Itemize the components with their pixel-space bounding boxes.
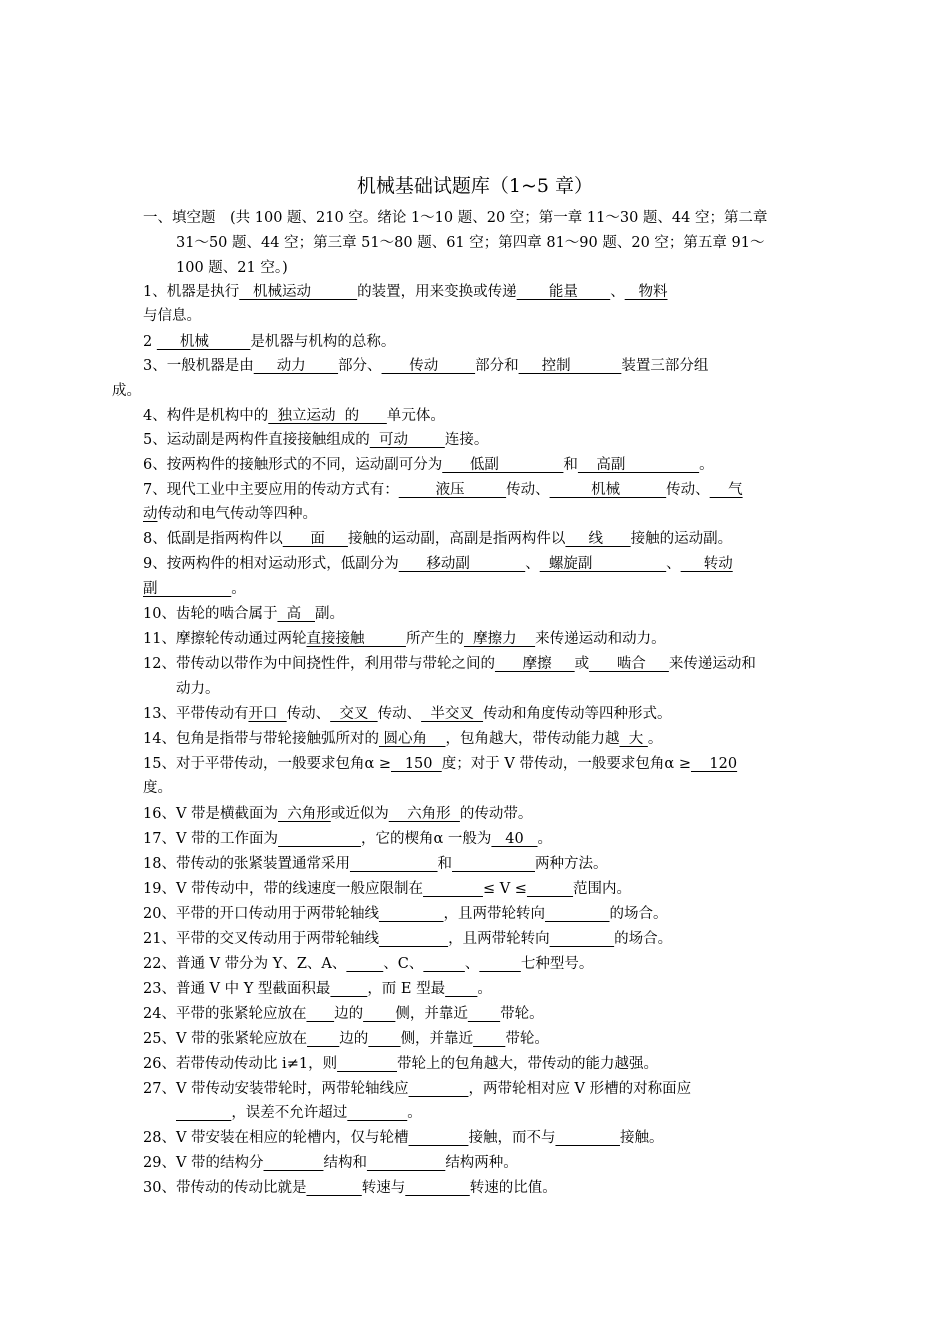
question-text: 是机器与机构的总称。	[250, 334, 396, 350]
answer-blank	[445, 981, 477, 997]
question-text: 接触。	[619, 1130, 664, 1146]
question-text: 侧，并靠近	[400, 1031, 474, 1047]
question-text: 30、带传动的传动比就是	[143, 1180, 307, 1196]
question-text: 来传递运动和动力。	[535, 631, 666, 647]
answer-blank: 啮合	[589, 656, 669, 672]
text-line	[143, 703, 672, 725]
question-text: 12、带传动以带作为中间挠性件，利用带与带轮之间的	[143, 656, 495, 672]
question-text: 。	[231, 581, 246, 597]
answer-blank: 高	[277, 606, 315, 622]
answer-blank: 副	[143, 581, 232, 597]
text-line	[143, 429, 488, 451]
answer-blank	[350, 856, 438, 872]
text-line	[143, 1177, 557, 1199]
answer-blank	[379, 906, 444, 922]
text-line	[143, 331, 395, 353]
question-text: 范围内。	[573, 881, 632, 897]
answer-blank: 摩擦力	[463, 631, 536, 647]
question-text: 17、V 带的工作面为	[143, 831, 279, 847]
question-text: 的装置，用来变换或传递	[357, 284, 517, 300]
question-text: ，它的楔角α 一般为	[361, 831, 492, 847]
question-text: 部分、	[338, 358, 382, 374]
text-line	[143, 1127, 663, 1149]
text-line	[176, 1102, 422, 1124]
question-text: ，且两带轮转向	[443, 906, 545, 922]
answer-blank: 传动	[381, 358, 476, 374]
answer-blank: 交叉	[330, 706, 378, 722]
answer-blank: 机械	[156, 334, 251, 350]
question-text: 25、V 带的张紧轮应放在	[143, 1031, 308, 1047]
question-text: 七种型号。	[520, 956, 594, 972]
question-text: 转速的比值。	[469, 1180, 557, 1196]
question-text: 19、V 带传动中，带的线速度一般应限制在	[143, 881, 424, 897]
answer-blank	[452, 856, 535, 872]
text-line	[143, 1152, 518, 1174]
answer-blank: 物料	[624, 284, 668, 300]
question-text: 接触的运动副，高副是指两构件以	[347, 531, 566, 547]
question-text: 边的	[339, 1031, 369, 1047]
question-text: 带轮上的包角越大，带传动的能力越强。	[397, 1056, 658, 1072]
text-line	[143, 207, 767, 229]
answer-blank: 线	[565, 531, 631, 547]
answer-blank	[363, 1006, 395, 1022]
answer-blank: 高副	[577, 457, 700, 473]
question-text: 传动和电气传动等四种。	[157, 506, 317, 522]
question-text: 、C、	[383, 956, 424, 972]
question-text: 转速与	[361, 1180, 406, 1196]
text-line	[143, 405, 445, 427]
answer-blank	[306, 1006, 334, 1022]
answer-blank: 六角形	[278, 806, 331, 822]
answer-blank: 低副	[442, 457, 564, 473]
answer-blank: 六角形	[388, 806, 460, 822]
question-text: 副。	[315, 606, 344, 622]
answer-blank: 动	[143, 506, 158, 522]
question-text: 7、现代工业中主要应用的传动方式有：	[143, 482, 399, 498]
answer-blank	[330, 981, 367, 997]
text-line	[112, 380, 141, 402]
answer-blank: 螺旋副	[539, 556, 667, 572]
question-text: 4、构件是机构中的	[143, 408, 269, 424]
question-text: 接触的运动副。	[630, 531, 733, 547]
question-text: 。	[407, 1105, 422, 1121]
answer-blank: 150	[391, 756, 442, 772]
answer-blank: 可动	[369, 432, 445, 448]
question-text: 28、V 带安装在相应的轮槽内，仅与轮槽	[143, 1130, 409, 1146]
answer-blank: 气	[709, 482, 743, 498]
answer-blank: 机械	[549, 482, 667, 498]
answer-blank: 摩擦	[494, 656, 575, 672]
question-text: 单元体。	[386, 408, 445, 424]
answer-blank	[468, 1006, 500, 1022]
question-text: 29、V 带的结构分	[143, 1155, 264, 1171]
question-text: 。	[647, 731, 663, 747]
answer-blank	[479, 956, 520, 972]
question-text: 传动、	[286, 706, 331, 722]
answer-blank: 直接接触	[306, 631, 406, 647]
text-line	[143, 578, 246, 600]
question-text: 传动、	[666, 482, 710, 498]
answer-blank: 控制	[518, 358, 622, 374]
question-text: ，而 E 型最	[367, 981, 446, 997]
text-line	[143, 1003, 544, 1025]
text-line	[143, 903, 668, 925]
answer-blank	[278, 831, 361, 847]
answer-blank	[368, 1031, 400, 1047]
answer-blank	[176, 1105, 231, 1121]
question-text: 接触，而不与	[468, 1130, 556, 1146]
text-line	[143, 878, 631, 900]
question-text: 和	[437, 856, 453, 872]
question-text: ，两带轮相对应 V 形槽的对称面应	[468, 1081, 692, 1097]
question-text: 22、普通 V 带分为 Y、Z、A、	[143, 956, 347, 972]
question-text: 一、填空题 (共 100 题、210 空。绪论 1～10 题、20 空；第一章 11～30 题、44 空；第二章	[143, 210, 768, 226]
question-text: 的传动带。	[459, 806, 533, 822]
question-text: 16、V 带是横截面为	[143, 806, 279, 822]
question-text: 边的	[334, 1006, 364, 1022]
question-text: 27、V 带传动安装带轮时，两带轮轴线应	[143, 1081, 409, 1097]
question-text: 。	[477, 981, 492, 997]
question-text: 部分和	[475, 358, 519, 374]
question-text: 的场合。	[609, 906, 668, 922]
answer-blank	[264, 1155, 324, 1171]
question-text: 6、按两构件的接触形式的不同，运动副可分为	[143, 457, 443, 473]
question-text: 10、齿轮的啮合属于	[143, 606, 278, 622]
answer-blank: 独立运动 的	[268, 408, 387, 424]
text-line	[143, 953, 593, 975]
question-text: 动力。	[176, 681, 220, 697]
question-text: ，且两带轮转向	[448, 931, 550, 947]
answer-blank: 大	[619, 731, 648, 747]
answer-blank	[307, 1031, 339, 1047]
question-text: 带轮。	[500, 1006, 544, 1022]
text-line	[176, 678, 220, 700]
text-line	[143, 803, 532, 825]
text-line	[143, 1028, 549, 1050]
question-text: 装置三部分组	[621, 358, 709, 374]
question-text: 来传递运动和	[668, 656, 756, 672]
question-text: 传动、	[506, 482, 550, 498]
question-text: 3、一般机器是由	[143, 358, 254, 374]
answer-blank: 40	[491, 831, 538, 847]
question-text: 31～50 题、44 空；第三章 51～80 题、61 空；第四章 81～90 题、20 空；第五章 91～	[176, 235, 765, 251]
text-line	[143, 305, 201, 327]
text-line	[143, 853, 608, 875]
question-text: 9、按两构件的相对运动形式，低副分为	[143, 556, 399, 572]
question-text: 。	[699, 457, 714, 473]
text-line	[143, 828, 552, 850]
answer-blank: 转动	[680, 556, 733, 572]
question-text: 度。	[143, 780, 172, 796]
answer-blank: 圆心角	[378, 731, 446, 747]
question-text: ，包角越大，带传动能力越	[445, 731, 620, 747]
answer-blank	[545, 906, 610, 922]
question-text: 100 题、21 空。)	[176, 260, 288, 276]
question-text: 14、包角是指带与带轮接触弧所对的	[143, 731, 379, 747]
question-text: 、	[464, 956, 480, 972]
answer-blank: 液压	[398, 482, 507, 498]
text-line	[143, 753, 737, 775]
answer-blank: 120	[690, 756, 738, 772]
question-text: 与信息。	[143, 308, 201, 324]
text-line	[176, 232, 765, 254]
answer-blank	[409, 1130, 469, 1146]
text-line	[143, 1078, 691, 1100]
answer-blank: 移动副	[398, 556, 526, 572]
question-text: 8、低副是指两构件以	[143, 531, 283, 547]
question-text: 18、带传动的张紧装置通常采用	[143, 856, 350, 872]
answer-blank	[423, 881, 483, 897]
text-line	[143, 928, 672, 950]
question-text: 1、机器是执行	[143, 284, 240, 300]
question-text: ≤ V ≤	[482, 881, 527, 897]
answer-blank	[527, 881, 573, 897]
answer-blank	[367, 1155, 445, 1171]
text-line	[143, 603, 344, 625]
answer-blank	[405, 1180, 470, 1196]
text-line	[143, 628, 666, 650]
question-text: 度；对于 V 带传动，一般要求包角α ≥	[441, 756, 691, 772]
question-text: 传动和角度传动等四种形式。	[483, 706, 672, 722]
question-text: 和	[563, 457, 578, 473]
answer-blank	[379, 931, 448, 947]
question-text: 11、摩擦轮传动通过两轮	[143, 631, 307, 647]
question-text: 侧，并靠近	[395, 1006, 468, 1022]
question-text: 或近似为	[330, 806, 389, 822]
question-text: 的场合。	[614, 931, 673, 947]
question-text: 2	[143, 334, 157, 350]
question-text: 15、对于平带传动，一般要求包角α ≥	[143, 756, 391, 772]
question-text: ，误差不允许超过	[231, 1105, 348, 1121]
question-text: 连接。	[444, 432, 489, 448]
answer-blank: 能量	[516, 284, 611, 300]
text-line	[143, 1053, 658, 1075]
text-line	[143, 454, 714, 476]
answer-blank	[306, 1180, 361, 1196]
question-text: 结构和	[323, 1155, 367, 1171]
text-line	[143, 528, 732, 550]
answer-blank	[473, 1031, 505, 1047]
question-text: 23、普通 V 中 Y 型截面积最	[143, 981, 331, 997]
question-text: 26、若带传动传动比 i≠1，则	[143, 1056, 338, 1072]
answer-blank: 面	[282, 531, 348, 547]
answer-blank: 开口	[248, 706, 287, 722]
text-line	[143, 978, 492, 1000]
document-title: 机械基础试题库（1~5 章）	[356, 175, 594, 197]
answer-blank	[550, 931, 615, 947]
text-line	[143, 653, 756, 675]
answer-blank: 机械运动	[239, 284, 358, 300]
question-text: 成。	[112, 383, 141, 399]
question-text: 传动、	[377, 706, 422, 722]
text-line	[143, 777, 172, 799]
answer-blank	[347, 1105, 407, 1121]
answer-blank: 动力	[253, 358, 339, 374]
question-text: 、	[525, 556, 540, 572]
answer-blank	[555, 1130, 620, 1146]
answer-blank	[409, 1081, 469, 1097]
question-text: 或	[574, 656, 590, 672]
question-text: 带轮。	[505, 1031, 549, 1047]
question-text: 、	[610, 284, 625, 300]
question-text: 24、平带的张紧轮应放在	[143, 1006, 307, 1022]
question-text: 5、运动副是两构件直接接触组成的	[143, 432, 370, 448]
question-text: 、	[666, 556, 681, 572]
text-line	[143, 355, 708, 377]
question-text: 两种方法。	[535, 856, 608, 872]
answer-blank: 半交叉	[421, 706, 484, 722]
answer-blank	[423, 956, 464, 972]
answer-blank	[346, 956, 383, 972]
text-line	[143, 503, 317, 525]
answer-blank	[337, 1056, 397, 1072]
question-text: 20、平带的开口传动用于两带轮轴线	[143, 906, 379, 922]
question-text: 所产生的	[405, 631, 464, 647]
question-text: 。	[537, 831, 553, 847]
text-line	[176, 257, 288, 279]
question-text: 结构两种。	[445, 1155, 518, 1171]
text-line	[143, 728, 662, 750]
text-line	[143, 553, 733, 575]
text-line	[143, 479, 743, 501]
question-text: 13、平带传动有	[143, 706, 249, 722]
text-line	[143, 281, 668, 303]
question-text: 21、平带的交叉传动用于两带轮轴线	[143, 931, 379, 947]
